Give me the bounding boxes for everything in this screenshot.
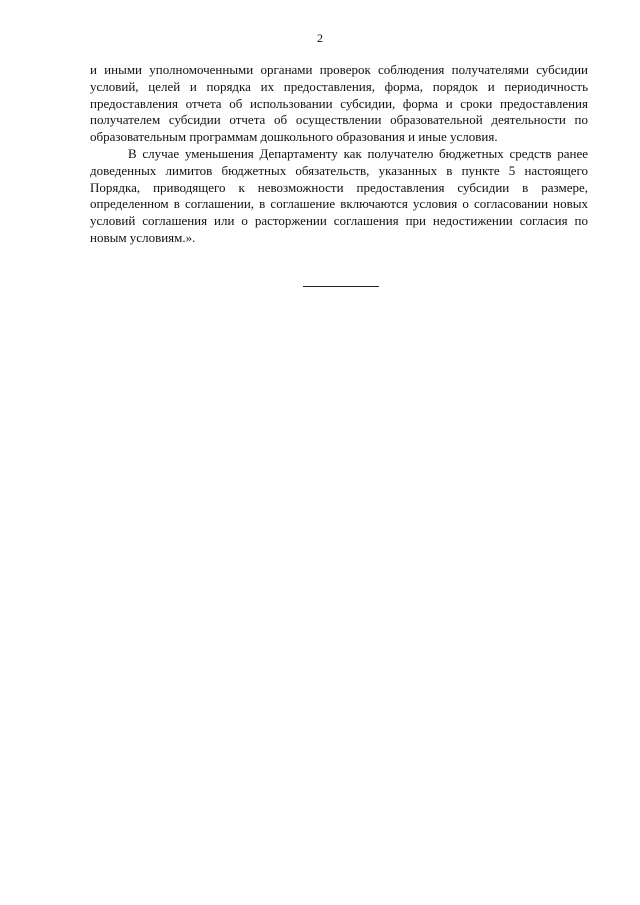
paragraph-continuation: и иными уполномоченными органами проверок соблюдения получателями субсидии условий, целей и порядка их предоставления, форма, порядок и периодичность предоставления отчета об использовании субсидии, форма и сроки предоставления получателем субсидии отчета об осуществлении образовательной деятельности по образовательным программам дошкольного образования и иные условия. bbox=[90, 62, 588, 145]
end-of-text-rule bbox=[303, 286, 379, 287]
page-number: 2 bbox=[317, 31, 323, 45]
document-body bbox=[90, 62, 588, 247]
paragraph-budget-limits: В случае уменьшения Департаменту как получателю бюджетных средств ранее доведенных лимитов бюджетных обязательств, указанных в пункте 5 настоящего Порядка, приводящего к невозможности предоставления субсидии в размере, определенном в соглашении, в соглашение включаются условия о согласовании новых условий соглашения или о расторжении соглашения при недостижении согласия по новым условиям.». bbox=[90, 145, 588, 245]
